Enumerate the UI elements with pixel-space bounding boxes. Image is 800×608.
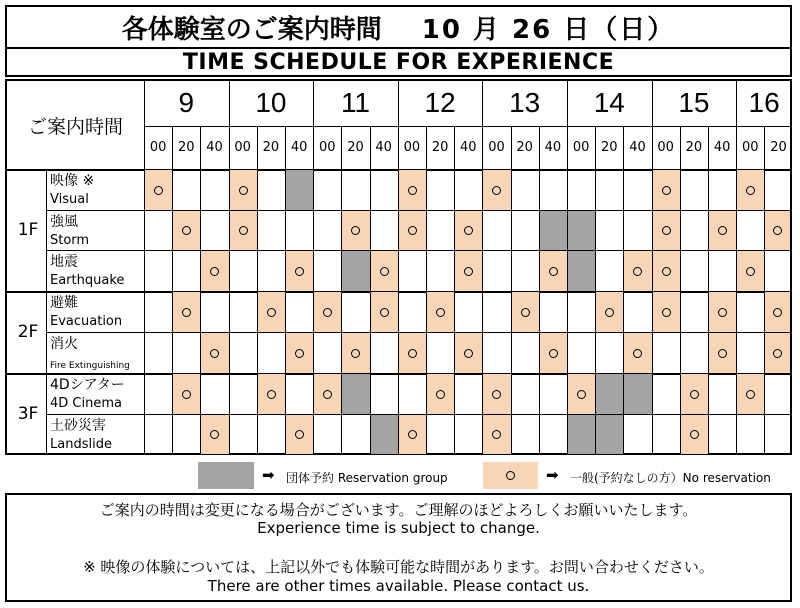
note-line-en: Experience time is subject to change. bbox=[257, 519, 540, 537]
general-slot bbox=[200, 251, 228, 291]
circle-mark-icon bbox=[605, 308, 614, 317]
circle-mark-icon bbox=[577, 390, 586, 399]
empty-slot bbox=[680, 170, 708, 210]
empty-slot bbox=[736, 211, 764, 250]
room-name-jp: 避難 bbox=[50, 295, 78, 311]
circle-mark-icon bbox=[746, 267, 755, 276]
group-slot bbox=[370, 415, 398, 454]
empty-slot bbox=[680, 251, 708, 291]
empty-slot bbox=[482, 251, 510, 291]
empty-slot bbox=[341, 292, 369, 332]
empty-slot bbox=[764, 170, 790, 210]
group-slot bbox=[567, 251, 595, 291]
legend-group-label: 団体予約 Reservation group bbox=[286, 471, 448, 485]
group-slot bbox=[567, 415, 595, 454]
legend-group-swatch bbox=[198, 462, 254, 489]
general-slot bbox=[482, 374, 510, 414]
empty-slot bbox=[623, 292, 651, 332]
minute-label: 40 bbox=[460, 140, 477, 155]
hour-label: 11 bbox=[340, 87, 371, 118]
circle-mark-icon bbox=[351, 349, 360, 358]
empty-slot bbox=[313, 211, 341, 250]
circle-mark-icon bbox=[380, 308, 389, 317]
general-slot bbox=[454, 333, 482, 373]
general-slot bbox=[736, 374, 764, 414]
general-slot bbox=[764, 333, 790, 373]
general-slot bbox=[172, 211, 200, 250]
empty-slot bbox=[200, 211, 228, 250]
circle-mark-icon bbox=[492, 390, 501, 399]
circle-mark-icon bbox=[662, 308, 671, 317]
empty-slot bbox=[426, 170, 454, 210]
empty-slot bbox=[172, 251, 200, 291]
general-slot bbox=[172, 374, 200, 414]
empty-slot bbox=[511, 211, 539, 250]
empty-slot bbox=[708, 415, 736, 454]
corner-label: ご案内時間 bbox=[27, 115, 123, 138]
hour-label: 14 bbox=[593, 87, 625, 118]
general-slot bbox=[680, 374, 708, 414]
circle-mark-icon bbox=[267, 390, 276, 399]
empty-slot bbox=[595, 170, 623, 210]
empty-slot bbox=[595, 211, 623, 250]
room-name-jp: 強風 bbox=[50, 214, 78, 230]
general-slot bbox=[285, 251, 313, 291]
room-row-line bbox=[46, 454, 792, 455]
empty-slot bbox=[764, 374, 790, 414]
empty-slot bbox=[680, 333, 708, 373]
circle-mark-icon bbox=[690, 390, 699, 399]
minute-label: 20 bbox=[262, 140, 280, 155]
group-slot bbox=[595, 415, 623, 454]
empty-slot bbox=[398, 374, 426, 414]
group-slot bbox=[539, 211, 567, 250]
empty-slot bbox=[680, 211, 708, 250]
circle-mark-icon bbox=[746, 390, 755, 399]
empty-slot bbox=[172, 415, 200, 454]
minute-label: 00 bbox=[319, 140, 336, 155]
empty-slot bbox=[511, 170, 539, 210]
circle-mark-icon bbox=[718, 349, 727, 358]
empty-slot bbox=[257, 333, 285, 373]
room-name-en: Earthquake bbox=[50, 273, 125, 288]
general-slot bbox=[398, 211, 426, 250]
group-slot bbox=[567, 211, 595, 250]
empty-slot bbox=[482, 211, 510, 250]
empty-slot bbox=[764, 251, 790, 291]
general-slot bbox=[482, 415, 510, 454]
circle-mark-icon bbox=[182, 226, 191, 235]
legend-general-swatch bbox=[483, 462, 538, 489]
minute-label: 20 bbox=[685, 140, 703, 155]
general-slot bbox=[200, 415, 228, 454]
general-slot bbox=[398, 333, 426, 373]
circle-mark-icon bbox=[408, 349, 417, 358]
group-slot bbox=[341, 374, 369, 414]
minute-label: 00 bbox=[234, 140, 251, 155]
floor-label: 2F bbox=[17, 322, 39, 342]
empty-slot bbox=[708, 170, 736, 210]
room-name-en: Storm bbox=[50, 233, 90, 248]
circle-mark-icon bbox=[154, 186, 163, 195]
general-slot bbox=[623, 251, 651, 291]
circle-mark-icon bbox=[239, 186, 248, 195]
empty-slot bbox=[454, 374, 482, 414]
empty-slot bbox=[285, 211, 313, 250]
floor-column-border bbox=[46, 170, 47, 455]
room-name-en: Visual bbox=[50, 192, 89, 207]
room-name-jp: 土砂災害 bbox=[50, 418, 106, 434]
circle-mark-icon bbox=[408, 226, 417, 235]
empty-slot bbox=[623, 170, 651, 210]
circle-mark-icon bbox=[492, 186, 501, 195]
group-slot bbox=[285, 170, 313, 210]
general-slot bbox=[398, 415, 426, 454]
empty-slot bbox=[257, 251, 285, 291]
empty-slot bbox=[595, 333, 623, 373]
empty-slot bbox=[652, 333, 680, 373]
arrow-icon: ➡ bbox=[262, 466, 275, 484]
empty-slot bbox=[426, 333, 454, 373]
empty-slot bbox=[736, 292, 764, 332]
minute-label: 20 bbox=[516, 140, 533, 155]
general-slot bbox=[652, 170, 680, 210]
minute-label: 00 bbox=[403, 140, 421, 155]
empty-slot bbox=[257, 170, 285, 210]
room-name-en: Evacuation bbox=[50, 314, 123, 329]
circle-mark-icon bbox=[436, 308, 445, 317]
empty-slot bbox=[285, 292, 313, 332]
hour-label: 10 bbox=[255, 87, 287, 118]
circle-mark-icon bbox=[210, 267, 219, 276]
empty-slot bbox=[539, 415, 567, 454]
general-slot bbox=[652, 251, 680, 291]
circle-mark-icon bbox=[464, 267, 473, 276]
general-slot bbox=[172, 292, 200, 332]
circle-mark-icon bbox=[662, 186, 671, 195]
empty-slot bbox=[370, 333, 398, 373]
empty-slot bbox=[764, 415, 790, 454]
room-column-border bbox=[144, 170, 145, 455]
circle-mark-icon bbox=[351, 226, 360, 235]
empty-slot bbox=[398, 251, 426, 291]
date-text: 10 月 26 日（日） bbox=[421, 14, 676, 45]
minute-label: 20 bbox=[347, 140, 364, 155]
circle-mark-icon bbox=[549, 267, 558, 276]
empty-slot bbox=[623, 415, 651, 454]
empty-slot bbox=[539, 374, 567, 414]
general-slot bbox=[341, 333, 369, 373]
empty-slot bbox=[229, 333, 257, 373]
general-slot bbox=[313, 292, 341, 332]
circle-mark-icon bbox=[295, 349, 304, 358]
notes-box bbox=[5, 493, 792, 602]
general-slot bbox=[313, 374, 341, 414]
empty-slot bbox=[426, 415, 454, 454]
circle-mark-icon bbox=[773, 226, 782, 235]
empty-slot bbox=[370, 211, 398, 250]
empty-slot bbox=[454, 170, 482, 210]
minute-label: 40 bbox=[375, 140, 392, 155]
minute-label: 40 bbox=[206, 140, 223, 155]
general-slot bbox=[426, 292, 454, 332]
empty-slot bbox=[313, 333, 341, 373]
empty-slot bbox=[511, 333, 539, 373]
general-slot bbox=[398, 170, 426, 210]
circle-mark-icon bbox=[633, 267, 642, 276]
general-slot bbox=[764, 211, 790, 250]
empty-slot bbox=[708, 374, 736, 414]
general-slot bbox=[144, 170, 172, 210]
general-slot bbox=[623, 333, 651, 373]
empty-slot bbox=[229, 251, 257, 291]
circle-mark-icon bbox=[182, 308, 191, 317]
general-slot bbox=[736, 170, 764, 210]
general-slot bbox=[652, 211, 680, 250]
empty-slot bbox=[370, 374, 398, 414]
general-slot bbox=[595, 292, 623, 332]
empty-slot bbox=[426, 251, 454, 291]
circle-mark-icon bbox=[718, 226, 727, 235]
general-slot bbox=[229, 170, 257, 210]
circle-mark-icon bbox=[718, 308, 727, 317]
floor-label: 3F bbox=[17, 403, 39, 424]
empty-slot bbox=[736, 333, 764, 373]
room-name-en: 4D Cinema bbox=[50, 396, 122, 411]
minute-label: 00 bbox=[149, 140, 167, 155]
empty-slot bbox=[285, 374, 313, 414]
empty-slot bbox=[511, 251, 539, 291]
empty-slot bbox=[567, 333, 595, 373]
hour-label: 16 bbox=[748, 87, 780, 118]
title-text: 各体験室のご案内時間 bbox=[121, 14, 382, 45]
hour-label: 9 bbox=[178, 87, 195, 118]
hour-label: 15 bbox=[678, 87, 710, 118]
empty-slot bbox=[426, 211, 454, 250]
empty-slot bbox=[172, 170, 200, 210]
circle-mark-icon bbox=[773, 349, 782, 358]
general-slot bbox=[341, 211, 369, 250]
empty-slot bbox=[454, 415, 482, 454]
floor-label: 1F bbox=[17, 220, 39, 240]
room-name-jp: 地震 bbox=[50, 254, 78, 270]
circle-mark-icon bbox=[295, 267, 304, 276]
empty-slot bbox=[144, 292, 172, 332]
empty-slot bbox=[623, 211, 651, 250]
room-name-en: Fire Extinguishing bbox=[50, 361, 130, 371]
empty-slot bbox=[257, 415, 285, 454]
room-name-jp: 映像 ※ bbox=[50, 173, 95, 189]
minute-label: 20 bbox=[770, 140, 787, 155]
group-slot bbox=[623, 374, 651, 414]
empty-slot bbox=[454, 292, 482, 332]
minute-label: 40 bbox=[290, 140, 308, 155]
circle-mark-icon bbox=[323, 390, 332, 399]
empty-slot bbox=[257, 211, 285, 250]
circle-mark-icon bbox=[690, 430, 699, 439]
note-line-jp: ご案内の時間は変更になる場合がございます。ご理解のほどよろしくお願いいたします。 bbox=[99, 501, 698, 519]
general-slot bbox=[567, 374, 595, 414]
general-slot bbox=[257, 292, 285, 332]
general-slot bbox=[454, 251, 482, 291]
circle-mark-icon bbox=[633, 349, 642, 358]
circle-mark-icon bbox=[408, 430, 417, 439]
empty-slot bbox=[539, 292, 567, 332]
empty-slot bbox=[144, 211, 172, 250]
circle-mark-icon bbox=[464, 226, 473, 235]
empty-slot bbox=[313, 251, 341, 291]
room-name-jp: 4Dシアター bbox=[50, 377, 125, 393]
note-line-jp: ※ 映像の体験については、上記以外でも体験可能な時間があります。お問い合わせください。 bbox=[83, 558, 714, 576]
minute-label: 00 bbox=[742, 140, 759, 155]
empty-slot bbox=[539, 170, 567, 210]
general-slot bbox=[370, 251, 398, 291]
empty-slot bbox=[511, 415, 539, 454]
empty-slot bbox=[370, 170, 398, 210]
general-slot bbox=[680, 415, 708, 454]
room-name-en: Landslide bbox=[50, 437, 112, 452]
empty-slot bbox=[313, 415, 341, 454]
circle-mark-icon bbox=[408, 186, 417, 195]
minute-label: 40 bbox=[544, 140, 562, 155]
general-slot bbox=[652, 292, 680, 332]
general-slot bbox=[539, 251, 567, 291]
empty-slot bbox=[341, 170, 369, 210]
empty-slot bbox=[398, 292, 426, 332]
empty-slot bbox=[144, 251, 172, 291]
page-title bbox=[5, 5, 792, 47]
circle-mark-icon bbox=[746, 186, 755, 195]
empty-slot bbox=[341, 415, 369, 454]
legend-general-label: 一般(予約なしの方）No reservation bbox=[570, 471, 771, 485]
circle-mark-icon bbox=[549, 349, 558, 358]
note-line-en: There are other times available. Please contact us. bbox=[207, 577, 590, 595]
page-subtitle: TIME SCHEDULE FOR EXPERIENCE bbox=[5, 47, 792, 77]
general-slot bbox=[229, 211, 257, 250]
general-slot bbox=[285, 415, 313, 454]
empty-slot bbox=[567, 292, 595, 332]
empty-slot bbox=[229, 415, 257, 454]
circle-mark-icon bbox=[267, 308, 276, 317]
circle-mark-icon bbox=[210, 430, 219, 439]
empty-slot bbox=[680, 292, 708, 332]
general-slot bbox=[708, 211, 736, 250]
minute-label: 20 bbox=[178, 140, 195, 155]
group-slot bbox=[341, 251, 369, 291]
circle-mark-icon bbox=[380, 267, 389, 276]
hour-label: 13 bbox=[509, 87, 541, 118]
circle-mark-icon bbox=[521, 308, 530, 317]
empty-slot bbox=[511, 374, 539, 414]
circle-mark-icon bbox=[662, 226, 671, 235]
circle-mark-icon bbox=[773, 308, 782, 317]
general-slot bbox=[764, 292, 790, 332]
room-name-jp: 消火 bbox=[50, 336, 78, 352]
empty-slot bbox=[144, 333, 172, 373]
general-slot bbox=[454, 211, 482, 250]
general-slot bbox=[370, 292, 398, 332]
circle-mark-icon bbox=[295, 430, 304, 439]
empty-slot bbox=[200, 292, 228, 332]
circle-mark-icon bbox=[436, 390, 445, 399]
empty-slot bbox=[482, 292, 510, 332]
empty-slot bbox=[736, 415, 764, 454]
minute-label: 40 bbox=[713, 140, 731, 155]
general-slot bbox=[285, 333, 313, 373]
minute-label: 40 bbox=[629, 140, 646, 155]
empty-slot bbox=[229, 374, 257, 414]
minute-label: 20 bbox=[431, 140, 449, 155]
minute-label: 00 bbox=[657, 140, 674, 155]
circle-mark-icon bbox=[662, 267, 671, 276]
general-slot bbox=[200, 333, 228, 373]
circle-mark-icon bbox=[182, 390, 191, 399]
circle-mark-icon bbox=[239, 226, 248, 235]
empty-slot bbox=[144, 415, 172, 454]
empty-slot bbox=[708, 251, 736, 291]
empty-slot bbox=[652, 415, 680, 454]
minute-label: 20 bbox=[601, 140, 618, 155]
circle-mark-icon bbox=[323, 308, 332, 317]
empty-slot bbox=[652, 374, 680, 414]
circle-mark-icon bbox=[210, 349, 219, 358]
empty-slot bbox=[595, 251, 623, 291]
general-slot bbox=[708, 333, 736, 373]
general-slot bbox=[426, 374, 454, 414]
minute-label: 00 bbox=[572, 140, 590, 155]
group-slot bbox=[595, 374, 623, 414]
general-slot bbox=[708, 292, 736, 332]
empty-slot bbox=[482, 333, 510, 373]
general-slot bbox=[511, 292, 539, 332]
general-slot bbox=[736, 251, 764, 291]
circle-mark-icon bbox=[506, 471, 515, 480]
general-slot bbox=[257, 374, 285, 414]
minute-label: 00 bbox=[488, 140, 505, 155]
general-slot bbox=[482, 170, 510, 210]
empty-slot bbox=[229, 292, 257, 332]
empty-slot bbox=[200, 170, 228, 210]
empty-slot bbox=[200, 374, 228, 414]
empty-slot bbox=[313, 170, 341, 210]
empty-slot bbox=[172, 333, 200, 373]
circle-mark-icon bbox=[492, 430, 501, 439]
empty-slot bbox=[567, 170, 595, 210]
circle-mark-icon bbox=[464, 349, 473, 358]
hour-label: 12 bbox=[424, 87, 456, 118]
general-slot bbox=[539, 333, 567, 373]
arrow-icon: ➡ bbox=[546, 466, 559, 484]
empty-slot bbox=[144, 374, 172, 414]
